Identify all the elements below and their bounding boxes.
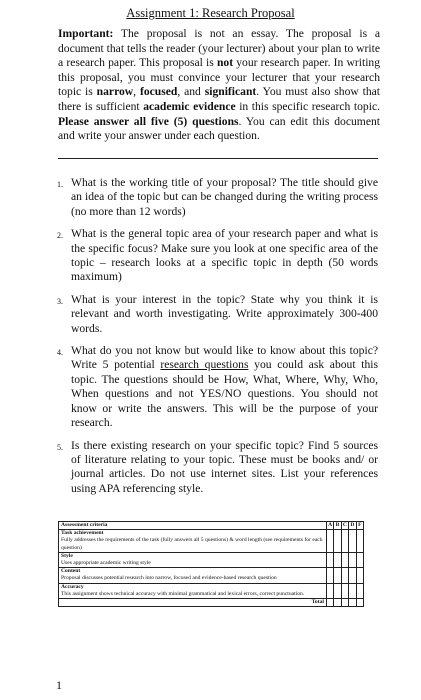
page-number: 1 — [56, 678, 62, 692]
grade-cell[interactable] — [341, 552, 348, 567]
intro-divider — [58, 158, 378, 159]
grade-cell[interactable] — [334, 552, 341, 567]
table-row — [59, 568, 364, 583]
intro-paragraph — [58, 27, 380, 144]
intro-emphasis: academic evidence — [143, 99, 236, 113]
table-row — [59, 552, 364, 567]
question-item — [56, 439, 378, 497]
intro-lead: Important: — [58, 27, 114, 40]
table-header-criteria: Assessment criteria — [59, 522, 327, 530]
question-item — [56, 176, 378, 219]
criteria-description: Proposal discusses potential research into narrow, focused and evidence-based research question — [61, 575, 277, 582]
criteria-title: Content — [61, 568, 81, 575]
grade-cell[interactable] — [334, 583, 341, 598]
grade-cell[interactable] — [356, 552, 363, 567]
grade-cell[interactable] — [326, 552, 333, 567]
question-text: What is the working title of your proposal? The title should give an idea of the topic but can be changed during the writing process (no more than 12 words) — [71, 176, 378, 218]
grade-cell[interactable] — [356, 583, 363, 598]
question-number: 4. — [57, 348, 63, 358]
grade-header: B — [335, 522, 340, 528]
criteria-title: Style — [61, 552, 73, 559]
intro-emphasis: not — [216, 56, 234, 70]
grade-header: F — [356, 522, 363, 530]
question-text: Is there existing research on your specific topic? Find 5 sources of literature relating to your topic. These must be books and/ or journal articles. Do not use internet sites. List your references using APA referencing style. — [71, 438, 378, 495]
intro-text: . You can edit this document and write your answer under each question. — [58, 114, 380, 143]
grade-cell[interactable] — [326, 568, 333, 583]
table-row — [59, 530, 364, 553]
intro-text: your research paper. In writing this proposal, you must convince your lecturer that your research topic is — [58, 56, 381, 99]
grade-cell[interactable] — [334, 568, 341, 583]
grade-cell[interactable] — [326, 583, 333, 598]
grade-cell[interactable] — [349, 552, 356, 567]
grade-cell[interactable] — [326, 599, 333, 607]
intro-emphasis: significant — [204, 85, 257, 99]
table-total-row — [59, 599, 364, 607]
question-text: What is your interest in the topic? State why you think it is relevant and worth investigating. Write approximately 300-400 words. — [71, 292, 378, 335]
grade-cell[interactable] — [341, 568, 348, 583]
grade-cell[interactable] — [326, 530, 333, 553]
assessment-criteria-table — [58, 521, 364, 607]
grade-cell[interactable] — [341, 530, 348, 553]
criteria-cell — [59, 568, 327, 583]
total-label: Total — [59, 599, 327, 607]
grade-cell[interactable] — [349, 530, 356, 553]
criteria-description: This assignment shows technical accuracy with minimal grammatical and lexical errors, correct punctuation. — [61, 590, 305, 597]
grade-cell[interactable] — [341, 599, 348, 607]
grade-cell[interactable] — [356, 568, 363, 583]
question-item — [56, 344, 378, 430]
intro-emphasis: Please answer all five (5) questions — [58, 114, 239, 128]
question-number: 1. — [57, 180, 63, 189]
criteria-title: Accuracy — [61, 583, 84, 590]
grade-cell[interactable] — [334, 599, 341, 607]
grade-header: D — [350, 522, 355, 528]
intro-emphasis: focused — [139, 85, 178, 99]
grade-cell[interactable] — [356, 530, 363, 553]
table-header-row — [59, 522, 364, 530]
grade-header: A — [328, 522, 333, 528]
grade-cell[interactable] — [334, 530, 341, 553]
grade-cell[interactable] — [349, 583, 356, 598]
criteria-description: Fully addresses the requirements of the task (fully answers all 5 questions) & word length (see requirements for each question) — [61, 537, 323, 551]
document-title: Assignment 1: Research Proposal — [126, 6, 295, 20]
criteria-description: Uses appropriate academic writing style — [61, 560, 151, 567]
grade-cell[interactable] — [341, 583, 348, 598]
question-number: 2. — [57, 231, 63, 241]
question-text: What is the general topic area of your research paper and what is the specific focus? Make sure you look at one specific area of the topic – research looks at a specific topic in depth (50 words maximum) — [71, 227, 378, 284]
question-item — [56, 227, 378, 285]
grade-cell[interactable] — [349, 568, 356, 583]
intro-emphasis: narrow — [96, 85, 134, 99]
criteria-cell — [59, 552, 327, 567]
table-row — [59, 583, 364, 598]
question-number: 5. — [57, 442, 63, 452]
question-number: 3. — [57, 296, 63, 306]
grade-cell[interactable] — [356, 599, 363, 607]
intro-text: The proposal is not an essay. The proposal is a document that tells the reader (your lecturer) about your plan to write a research paper. This proposal is — [58, 27, 380, 70]
intro-text: in this specific research topic. — [235, 99, 380, 113]
criteria-title: Task achievement — [61, 530, 104, 537]
grade-cell[interactable] — [349, 599, 356, 607]
research-questions-link[interactable]: research questions — [160, 358, 249, 372]
criteria-cell — [59, 530, 327, 553]
intro-text: . You must also show that there is sufficient — [58, 85, 381, 113]
grade-header: C — [342, 522, 347, 528]
intro-text: , and — [177, 85, 205, 99]
question-text-part: What do you not know but would like to know about this topic? Write 5 potential — [71, 344, 378, 372]
criteria-cell — [59, 583, 327, 598]
question-item — [56, 293, 378, 336]
question-text-part: you could ask about this topic. The questions should be How, What, Where, Why, Who, When questions and not YES/NO questions. You should not know or write the answers. This will be the purpose of your research. — [71, 358, 379, 430]
question-text — [71, 344, 378, 429]
question-list — [56, 176, 378, 504]
intro-text: , — [133, 85, 140, 99]
